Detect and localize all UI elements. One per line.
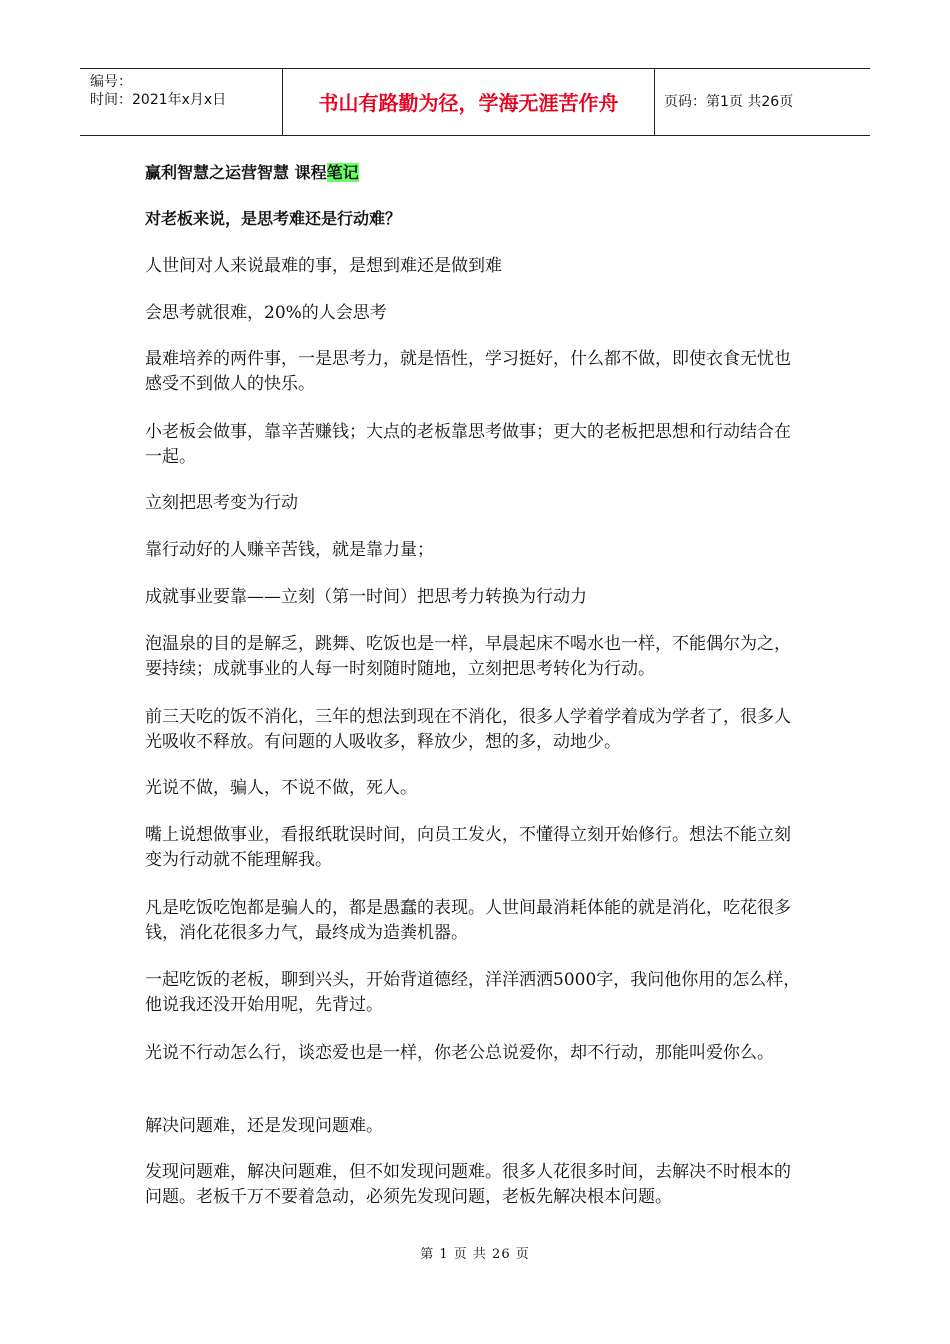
paragraph: 小老板会做事，靠辛苦赚钱；大点的老板靠思考做事；更大的老板把思想和行动结合在一起。 [145,422,791,467]
header-motto-cell [282,69,655,135]
paragraph: 发现问题难，解决问题难，但不如发现问题难。很多人花很多时间，去解决不时根本的问题。老板千万不要着急动，必须先发现问题，老板先解决根本问题。 [145,1162,791,1207]
page-footer: 第 1 页 共 26 页 [420,1247,530,1262]
paragraph: 光说不做，骗人，不说不做，死人。 [145,778,417,798]
paragraph: 凡是吃饭吃饱都是骗人的，都是愚蠢的表现。人世间最消耗体能的就是消化，吃花很多钱，消化花很多力气，最终成为造粪机器。 [145,898,791,943]
paragraph: 泡温泉的目的是解乏，跳舞、吃饭也是一样，早晨起床不喝水也一样，不能偶尔为之，要持续；成就事业的人每一时刻随时随地，立刻把思考转化为行动。 [145,634,791,679]
section-heading: 对老板来说，是思考难还是行动难？ [145,209,402,228]
page-number-label: 页码：第1页 共26页 [664,94,794,110]
paragraph: 一起吃饭的老板，聊到兴头，开始背道德经，洋洋洒洒5000字，我问他你用的怎么样，他说我还没开始用呢，先背过。 [145,970,801,1015]
document-date-label: 时间：2021年x月x日 [90,92,227,108]
paragraph: 最难培养的两件事，一是思考力，就是悟性，学习挺好，什么都不做，即使衣食无忧也感受不到做人的快乐。 [145,349,791,394]
document-title [145,160,805,185]
header-page-cell [655,69,870,135]
paragraph: 人世间对人来说最难的事，是想到难还是做到难 [145,256,502,276]
paragraph: 靠行动好的人赚辛苦钱，就是靠力量； [145,540,434,560]
motto-text: 书山有路勤为径，学海无涯苦作舟 [318,91,619,115]
paragraph: 成就事业要靠——立刻（第一时间）把思考力转换为行动力 [145,587,587,607]
paragraph: 立刻把思考变为行动 [145,493,298,513]
title-highlighted-text: 笔记 [326,163,359,182]
document-number-label: 编号： [90,74,132,90]
paragraph: 光说不行动怎么行，谈恋爱也是一样，你老公总说爱你，却不行动，那能叫爱你么。 [145,1043,774,1063]
title-main-text: 赢利智慧之运营智慧 课程 [145,163,327,182]
paragraph: 嘴上说想做事业，看报纸耽误时间，向员工发火，不懂得立刻开始修行。想法不能立刻变为行动就不能理解我。 [145,825,791,870]
document-header [80,68,870,136]
paragraph: 会思考就很难，20%的人会思考 [145,303,387,323]
header-info-cell [80,69,282,135]
paragraph: 解决问题难，还是发现问题难。 [145,1116,383,1136]
paragraph: 前三天吃的饭不消化，三年的想法到现在不消化，很多人学着学着成为学者了，很多人光吸收不释放。有问题的人吸收多，释放少，想的多，动地少。 [145,707,791,752]
